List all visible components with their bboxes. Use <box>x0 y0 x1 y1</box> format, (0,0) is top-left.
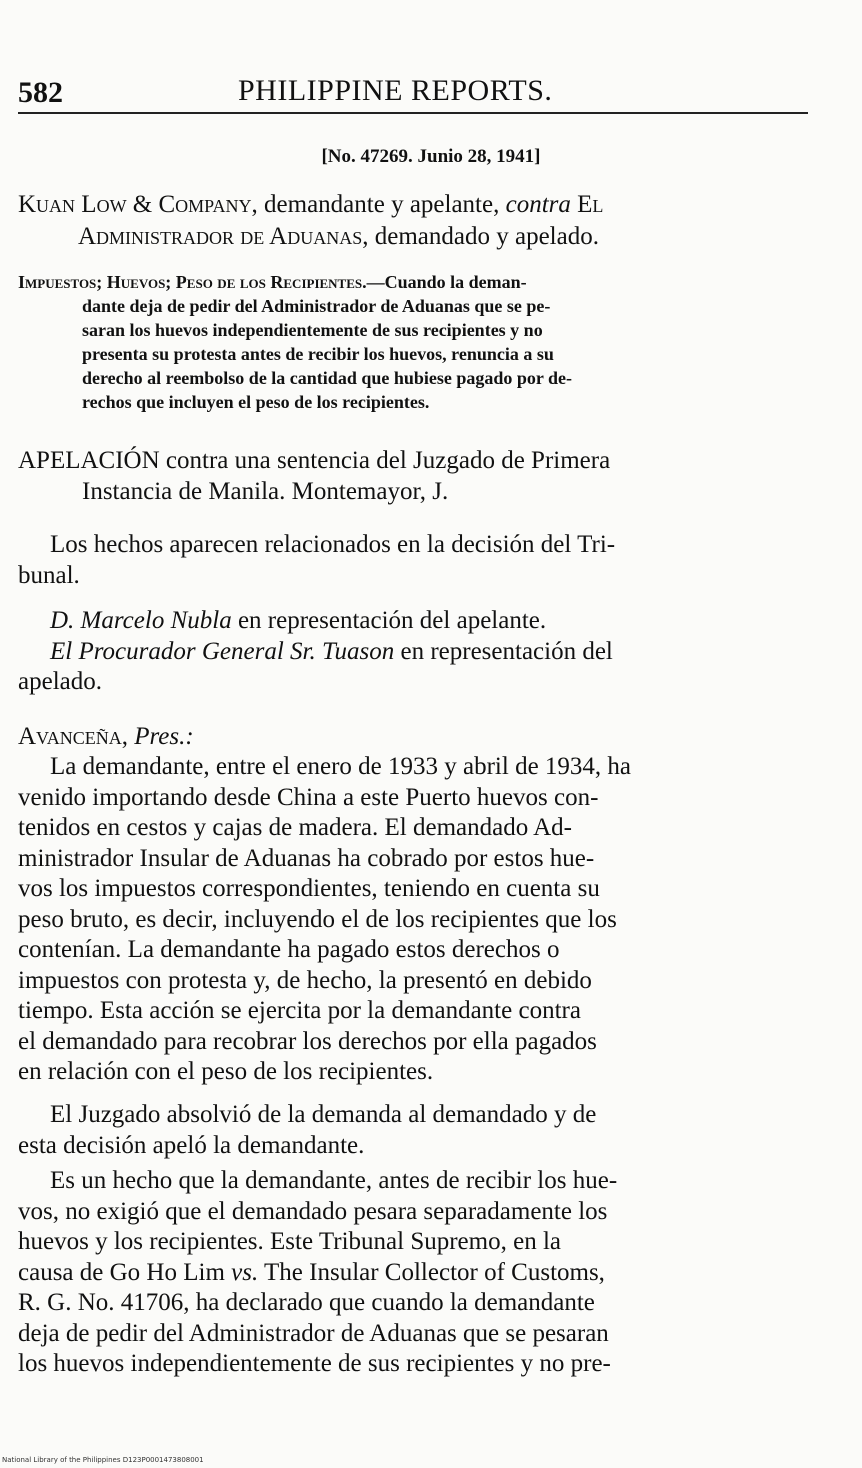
counsel-block <box>18 606 810 698</box>
paragraph-line: peso bruto, es decir, incluyendo el de los recipientes que los <box>18 905 617 933</box>
running-head: PHILIPPINE REPORTS. <box>238 74 553 107</box>
plaintiff-role: , demandante y apelante, <box>251 191 506 218</box>
paragraph-line: huevos y los recipientes. Este Tribunal Supremo, en la <box>18 1228 561 1255</box>
appellant-counsel: D. Marcelo Nubla <box>50 607 232 634</box>
author-title: Pres.: <box>134 723 194 750</box>
paragraph-line: esta decisión apeló la demandante. <box>18 1131 365 1159</box>
syllabus-line: presenta su protesta antes de recibir los huevos, renuncia a su <box>82 344 554 364</box>
paragraph-line: La demandante, entre el enero de 1933 y abril de 1934, ha <box>50 753 632 780</box>
syllabus-topics: Impuestos; Huevos; Peso de los Recipientes. <box>18 272 367 292</box>
versus-word: vs. <box>231 1258 259 1286</box>
paragraph-line: tiempo. Esta acción se ejercita por la demandante contra <box>18 997 581 1024</box>
appellee-counsel-role: en representación del <box>394 637 613 665</box>
appeal-line: Instancia de Manila. Montemayor, J. <box>82 477 449 505</box>
author-name: Avanceña <box>18 723 122 750</box>
page-number: 582 <box>18 76 63 109</box>
appellee-counsel-line2: apelado. <box>18 668 102 695</box>
case-citation-pre: causa de Go Ho Lim <box>18 1258 232 1286</box>
case-parties <box>18 189 808 253</box>
appeal-statement <box>18 446 810 507</box>
paragraph-line: venido importando desde China a este Puerto huevos con- <box>18 783 599 811</box>
defendant-name: Administrador de Aduanas <box>78 223 363 250</box>
paragraph-line: El Juzgado absolvió de la demanda al demandado y de <box>50 1101 597 1128</box>
page-header <box>18 72 808 114</box>
contra-word: contra <box>505 191 571 218</box>
case-number: [No. 47269. Junio 28, 1941] <box>321 146 541 167</box>
facts-statement <box>18 530 810 591</box>
paragraph-3 <box>18 1166 810 1380</box>
paragraph-line: contenían. La demandante ha pagado estos derechos o <box>18 936 560 963</box>
case-citation-post: The Insular Collector of Customs, <box>258 1258 605 1286</box>
syllabus-line: —Cuando la deman- <box>366 272 527 292</box>
syllabus-line: rechos que incluyen el peso de los recipientes. <box>82 392 430 412</box>
paragraph-line: ministrador Insular de Aduanas ha cobrado por estos hue- <box>18 844 595 872</box>
facts-line: bunal. <box>18 561 80 589</box>
paragraph-1 <box>18 752 810 1088</box>
paragraph-line: deja de pedir del Administrador de Aduanas que se pesaran <box>18 1319 609 1347</box>
syllabus <box>18 270 808 414</box>
defendant-role: , demandado y apelado. <box>362 223 599 250</box>
syllabus-line: derecho al reembolso de la cantidad que hubiese pagado por de- <box>82 368 573 388</box>
paragraph-line: en relación con el peso de los recipientes. <box>18 1058 434 1085</box>
facts-line: Los hechos aparecen relacionados en la decisión del Tri- <box>50 531 616 558</box>
appellee-counsel: El Procurador General Sr. Tuason <box>50 637 395 665</box>
defendant-article: El <box>577 191 604 218</box>
paragraph-line: el demandado para recobrar los derechos por ella pagados <box>18 1027 597 1055</box>
paragraph-line: Es un hecho que la demandante, antes de recibir los hue- <box>50 1167 618 1194</box>
paragraph-line: tenidos en cestos y cajas de madera. El demandado Ad- <box>18 814 572 841</box>
paragraph-line: impuestos con protesta y, de hecho, la presentó en debido <box>18 966 592 994</box>
paragraph-2 <box>18 1100 810 1161</box>
appellant-counsel-role: en representación del apelante. <box>231 607 547 634</box>
opinion-author: Avanceña, Pres.: <box>18 723 194 750</box>
plaintiff-name: Kuan Low & Company <box>18 191 252 218</box>
syllabus-line: saran los huevos independientemente de sus recipientes y no <box>82 320 543 340</box>
scan-footer: National Library of the Philippines D123P0001473808001 <box>2 1456 204 1464</box>
syllabus-line: dante deja de pedir del Administrador de Aduanas que se pe- <box>82 296 551 316</box>
appeal-line: APELACIÓN contra una sentencia del Juzgado de Primera <box>18 447 611 474</box>
paragraph-line: vos, no exigió que el demandado pesara separadamente los <box>18 1197 608 1225</box>
paragraph-line: los huevos independientemente de sus recipientes y no pre- <box>18 1350 611 1377</box>
paragraph-line: R. G. No. 41706, ha declarado que cuando la demandante <box>18 1289 595 1316</box>
paragraph-line: vos los impuestos correspondientes, teniendo en cuenta su <box>18 875 600 902</box>
